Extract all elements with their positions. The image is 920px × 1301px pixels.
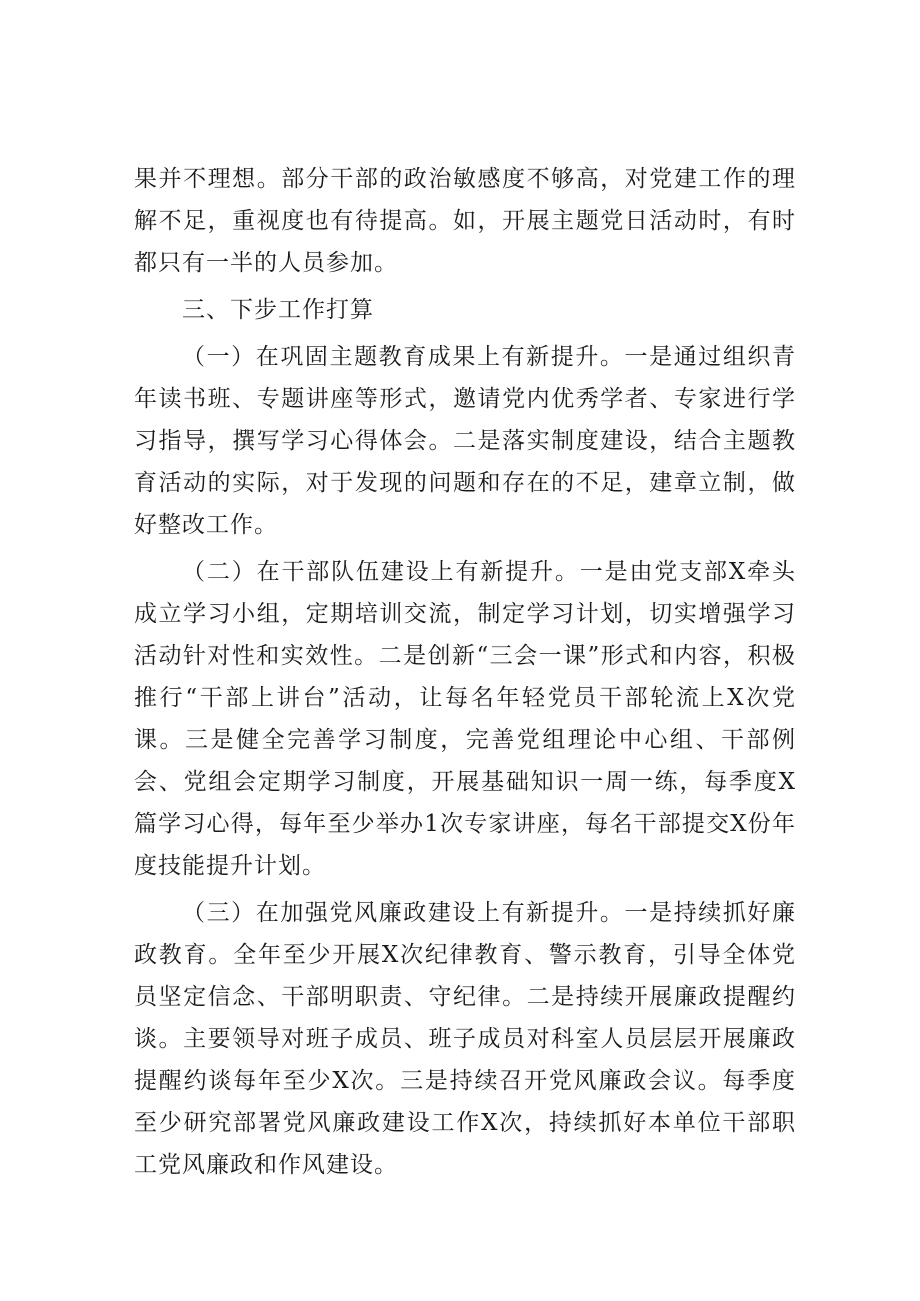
section-heading-next-steps: 三、下步工作打算	[182, 297, 374, 323]
paragraph-item-3: （三）在加强党风廉政建设上有新提升。一是持续抓好廉政教育。全年至少开展X次纪律教育、警示教育，引导全体党员坚定信念、干部明职责、守纪律。二是持续开展廉政提醒约谈。主要领导对班子成员、班子成员对科室人员层层开展廉政提醒约谈每年至少X次。三是持续召开党风廉政会议。每季度至少研究部署党风廉政建设工作X次，持续抓好本单位干部职工党风廉政和作风建设。	[134, 900, 796, 1178]
paragraph-item-2: （二）在干部队伍建设上有新提升。一是由党支部X牵头成立学习小组，定期培训交流，制定学习计划，切实增强学习活动针对性和实效性。二是创新“三会一课”形式和内容，积极推行“干部上讲台”活动，让每名年轻党员干部轮流上X次党课。三是健全完善学习制度，完善党组理论中心组、干部例会、党组会定期学习制度，开展基础知识一周一练，每季度X篇学习心得，每年至少举办1次专家讲座，每名干部提交X份年度技能提升计划。	[134, 559, 796, 879]
paragraph-continuation: 果并不理想。部分干部的政治敏感度不够高，对党建工作的理解不足，重视度也有待提高。如，开展主题党日活动时，有时都只有一半的人员参加。	[134, 166, 796, 276]
paragraph-item-1: （一）在巩固主题教育成果上有新提升。一是通过组织青年读书班、专题讲座等形式，邀请党内优秀学者、专家进行学习指导，撰写学习心得体会。二是落实制度建设，结合主题教育活动的实际，对于发现的问题和存在的不足，建章立制，做好整改工作。	[134, 344, 796, 538]
document-body	[134, 158, 796, 1186]
